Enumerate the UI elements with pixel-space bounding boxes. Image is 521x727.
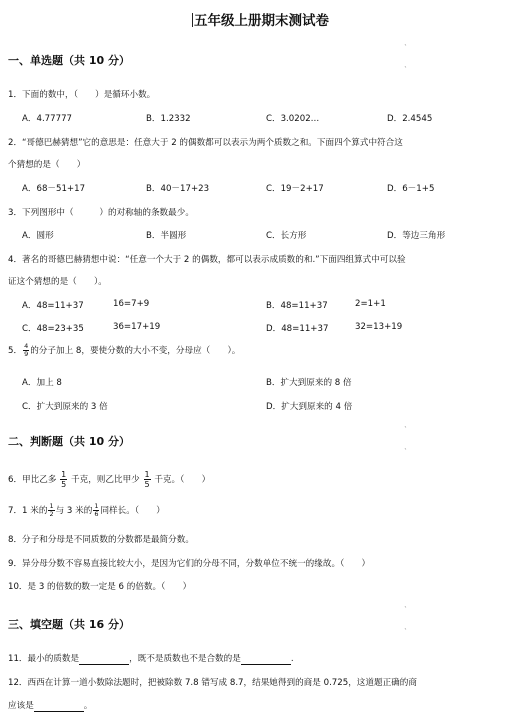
scan-mark: ˎ xyxy=(404,600,408,608)
q11-part-c: . xyxy=(290,654,294,664)
option-3d: D．等边三角形 xyxy=(387,231,446,241)
question-6 xyxy=(8,470,210,489)
option-4a-eq1: A．48=11+37 xyxy=(22,301,84,311)
option-4d-eq2: 32=13+19 xyxy=(355,322,403,332)
fraction-numerator: 1 xyxy=(144,470,150,479)
q11-part-b: ，既不是质数也不是合数的是 xyxy=(129,654,241,664)
question-4-line2: 证这个猜想的是（ ）。 xyxy=(8,277,107,287)
option-4b-eq2: 2=1+1 xyxy=(355,299,386,309)
question-3: 3．下列图形中（ ）的对称轴的条数最少。 xyxy=(8,208,194,218)
fraction-denominator: 5 xyxy=(61,480,67,489)
section-heading-single-choice: 一、单选题（共 10 分） xyxy=(8,54,130,67)
fraction-1-2 xyxy=(48,503,54,518)
option-5a: A．加上 8 xyxy=(22,378,62,388)
option-1b: B．1.2332 xyxy=(146,114,191,124)
question-8: 8．分子和分母是不同质数的分数都是最简分数。 xyxy=(8,535,194,545)
fraction-denominator: 6 xyxy=(94,510,99,518)
option-2b: B．40－17+23 xyxy=(146,184,210,194)
question-1: 1．下面的数中，（ ）是循环小数。 xyxy=(8,90,156,100)
question-9: 9．异分母分数不容易直接比较大小，是因为它们的分母不同，分数单位不统一的缘故。（ ） xyxy=(8,559,371,569)
fraction-denominator: 5 xyxy=(144,480,150,489)
fraction-numerator: 4 xyxy=(24,342,29,350)
section-heading-fill-blank: 三、填空题（共 16 分） xyxy=(8,618,130,631)
option-3b: B．半圆形 xyxy=(146,231,187,241)
q6-part-c: 千克。（ ） xyxy=(154,475,211,485)
fraction-denominator: 9 xyxy=(24,350,29,358)
fraction-numerator: 1 xyxy=(61,470,67,479)
text-cursor xyxy=(192,13,193,27)
scan-mark: ˎ xyxy=(404,442,408,450)
option-3a: A．圆形 xyxy=(22,231,54,241)
fraction-1-5 xyxy=(144,470,151,489)
option-2a: A．68－51+17 xyxy=(22,184,86,194)
fraction-1-5 xyxy=(60,470,67,489)
fraction-numerator: 1 xyxy=(49,502,54,510)
section-heading-true-false: 二、判断题（共 10 分） xyxy=(8,435,130,448)
q7-part-b: 与 3 米的 xyxy=(55,506,93,516)
option-3c: C．长方形 xyxy=(266,231,307,241)
question-5-text: 的分子加上 8，要使分数的大小不变，分母应（ ）。 xyxy=(30,346,241,356)
q7-part-c: 同样长。（ ） xyxy=(100,506,165,516)
page-title xyxy=(0,9,521,29)
option-5b: B．扩大到原来的 8 倍 xyxy=(266,378,352,388)
q6-part-b: 千克，则乙比甲少 xyxy=(71,475,140,485)
answer-blank[interactable] xyxy=(241,654,291,665)
title-text: 五年级上册期末测试卷 xyxy=(194,13,329,29)
option-2c: C．19－2+17 xyxy=(266,184,324,194)
scan-mark: ˎ xyxy=(404,622,408,630)
option-4c-eq1: C．48=23+35 xyxy=(22,324,84,334)
answer-blank[interactable] xyxy=(79,654,129,665)
q7-part-a: 7．1 米的 xyxy=(8,506,48,516)
question-7 xyxy=(8,503,165,518)
option-4b-eq1: B．48=11+37 xyxy=(266,301,328,311)
fraction-4-9 xyxy=(23,343,29,358)
answer-blank[interactable] xyxy=(34,701,84,712)
question-2-line1: 2．“哥德巴赫猜想”它的意思是：任意大于 2 的偶数都可以表示为两个质数之和。下面四个算式中符合这 xyxy=(8,138,403,148)
question-5 xyxy=(8,343,240,358)
q11-part-a: 11．最小的质数是 xyxy=(8,654,80,664)
option-4c-eq2: 36=17+19 xyxy=(113,322,161,332)
question-10: 10．是 3 的倍数的数一定是 6 的倍数。（ ） xyxy=(8,582,192,592)
option-4a-eq2: 16=7+9 xyxy=(113,299,150,309)
question-11 xyxy=(8,652,294,665)
scan-mark: ˎ xyxy=(404,60,408,68)
question-4-line1: 4．著名的哥德巴赫猜想中说：“任意一个大于 2 的偶数，都可以表示成质数的和.”下面四组算式中可以验 xyxy=(8,255,406,265)
fraction-denominator: 2 xyxy=(49,510,54,518)
question-5-number: 5． xyxy=(8,346,23,356)
option-5d: D．扩大到原来的 4 倍 xyxy=(266,402,353,412)
option-5c: C．扩大到原来的 3 倍 xyxy=(22,402,108,412)
scan-mark: ˎ xyxy=(404,420,408,428)
fraction-numerator: 1 xyxy=(94,502,99,510)
fraction-1-6 xyxy=(93,503,99,518)
q12-part-b: 。 xyxy=(83,701,93,711)
question-12-line2 xyxy=(8,699,92,712)
option-2d: D．6－1+5 xyxy=(387,184,435,194)
option-1a: A．4.77777 xyxy=(22,114,73,124)
scan-mark: ˎ xyxy=(404,38,408,46)
question-2-line2: 个猜想的是（ ） xyxy=(8,160,86,170)
option-1d: D．2.4545 xyxy=(387,114,433,124)
q6-part-a: 6．甲比乙多 xyxy=(8,475,57,485)
option-1c: C．3.0202… xyxy=(266,114,320,124)
question-12-line1: 12．西西在计算一道小数除法题时，把被除数 7.8 错写成 8.7，结果她得到的商是 0.725，这道题正确的商 xyxy=(8,678,417,688)
option-4d-eq1: D．48=11+37 xyxy=(266,324,329,334)
q12-part-a: 应该是 xyxy=(8,701,34,711)
